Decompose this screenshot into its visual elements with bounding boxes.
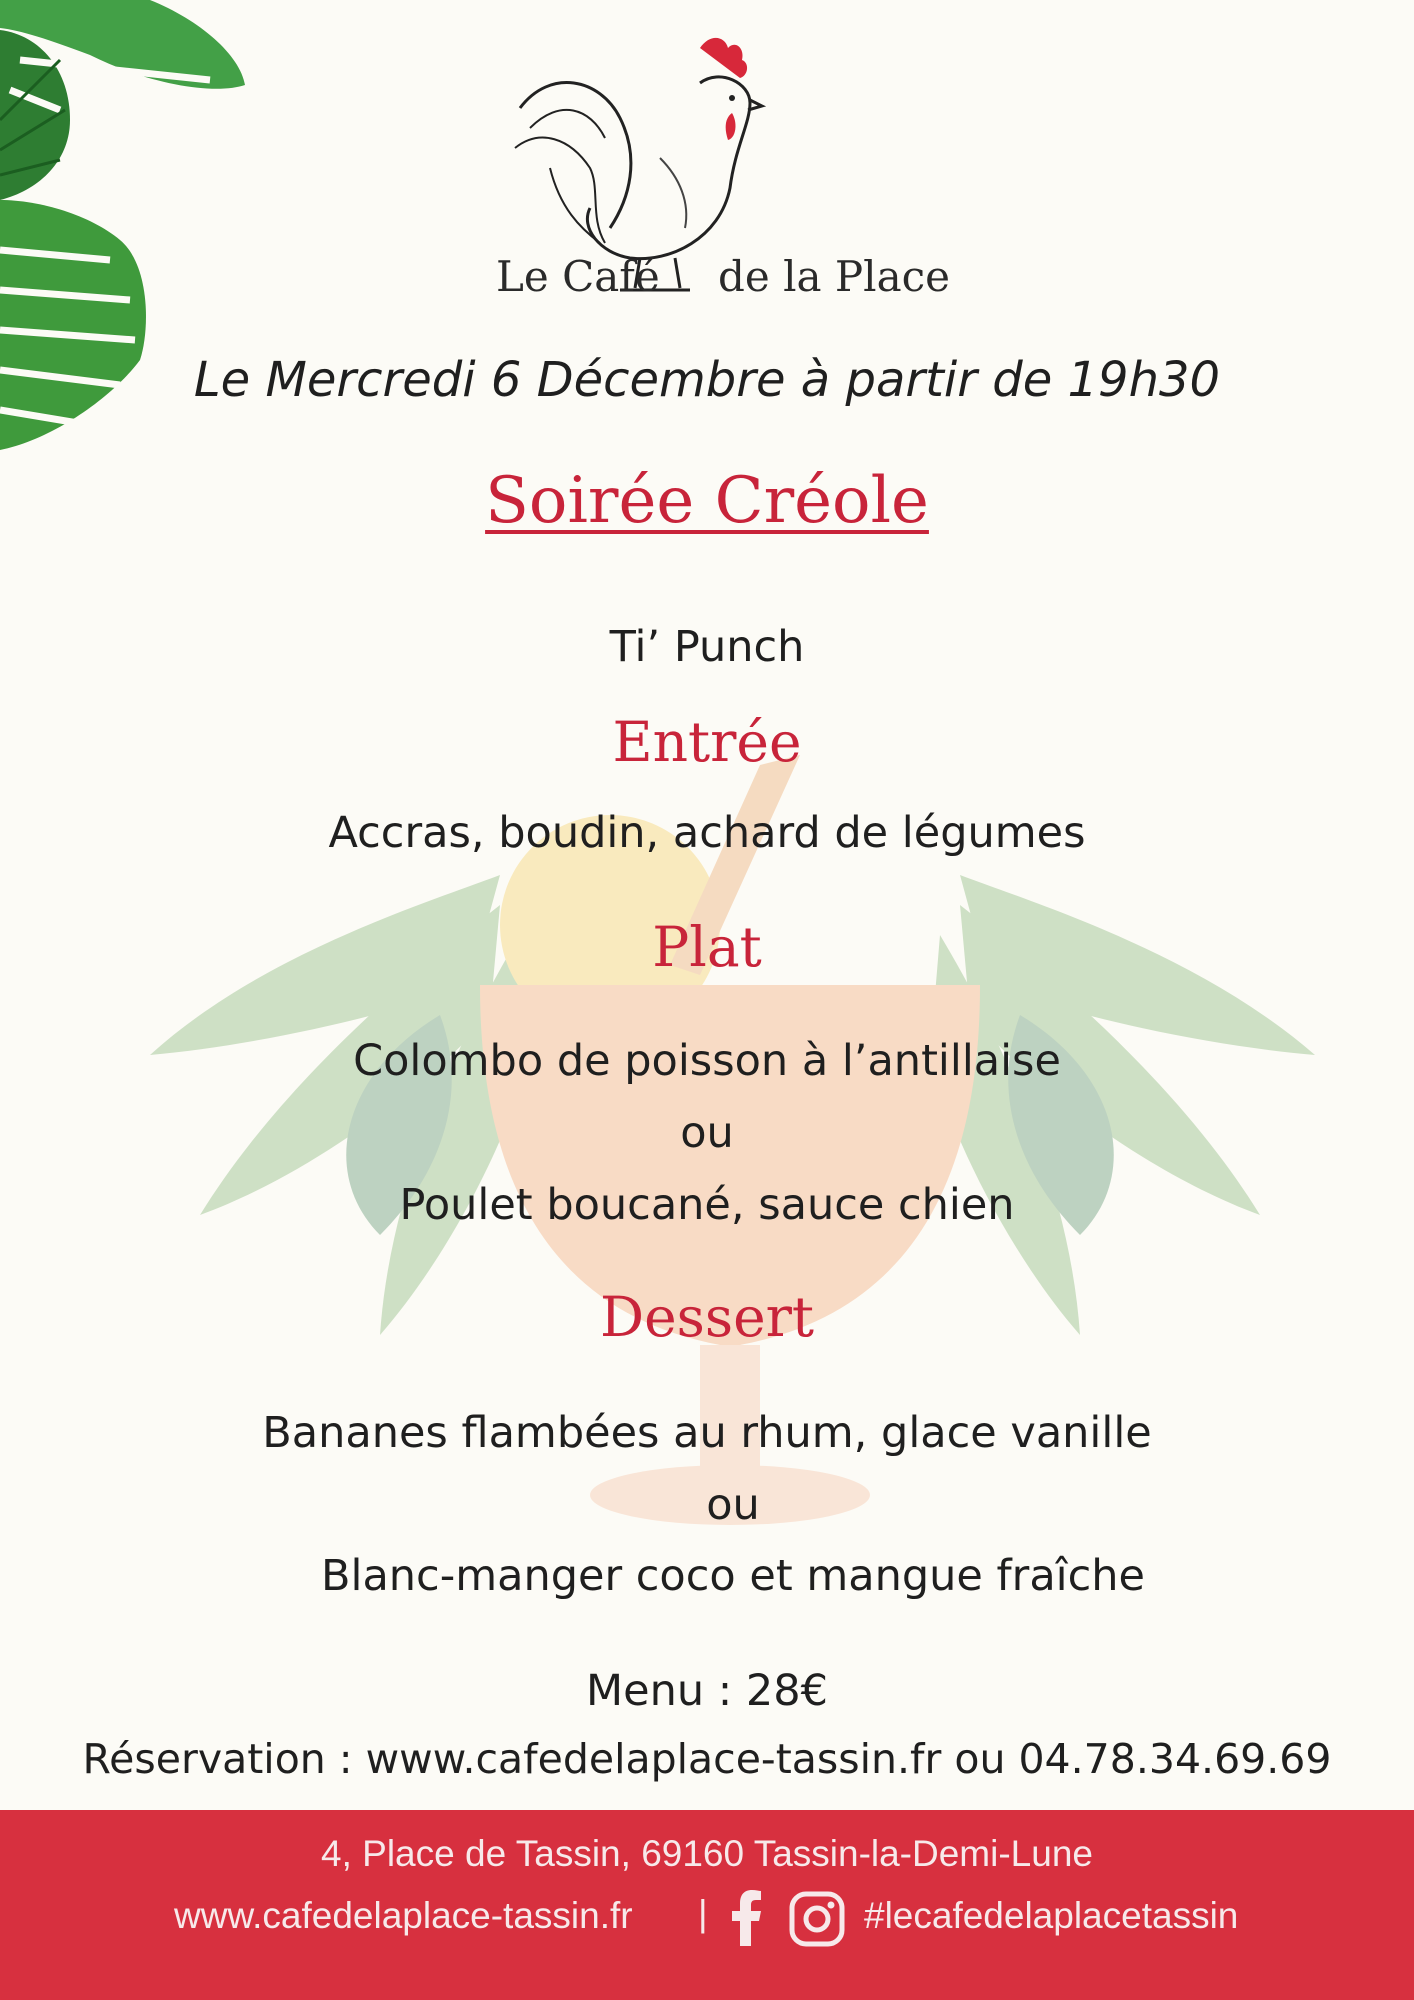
entree-item: Accras, boudin, achard de légumes [328, 808, 1086, 858]
footer-hashtag[interactable]: #lecafedelaplacetassin [864, 1895, 1239, 1936]
dessert-heading: Dessert [599, 1285, 815, 1349]
reservation-info: Réservation : www.cafedelaplace-tassin.fr ou 04.78.34.69.69 [82, 1735, 1332, 1783]
event-title: Soirée Créole [485, 464, 929, 538]
plat-option-2: Poulet boucané, sauce chien [399, 1180, 1015, 1230]
aperitif-item: Ti’ Punch [609, 622, 805, 672]
plat-option-1: Colombo de poisson à l’antillaise [353, 1036, 1061, 1086]
dessert-option-2: Blanc-manger coco et mangue fraîche [321, 1551, 1145, 1601]
entree-heading: Entrée [612, 710, 802, 774]
facebook-icon[interactable] [728, 1890, 764, 1946]
event-date: Le Mercredi 6 Décembre à partir de 19h30 [193, 352, 1221, 408]
logo-name-right: de la Place [718, 252, 951, 301]
plat-or: ou [680, 1108, 734, 1158]
plat-heading: Plat [652, 915, 762, 979]
footer-separator: | [698, 1893, 708, 1934]
dessert-or: ou [706, 1480, 760, 1530]
footer-address: 4, Place de Tassin, 69160 Tassin-la-Demi-Lune [321, 1833, 1093, 1874]
menu-price: Menu : 28€ [586, 1666, 828, 1716]
instagram-icon[interactable] [789, 1891, 845, 1947]
footer-website-link[interactable]: www.cafedelaplace-tassin.fr [174, 1895, 633, 1936]
dessert-option-1: Bananes flambées au rhum, glace vanille [262, 1408, 1152, 1458]
logo-name-left: Le Café [496, 252, 660, 301]
